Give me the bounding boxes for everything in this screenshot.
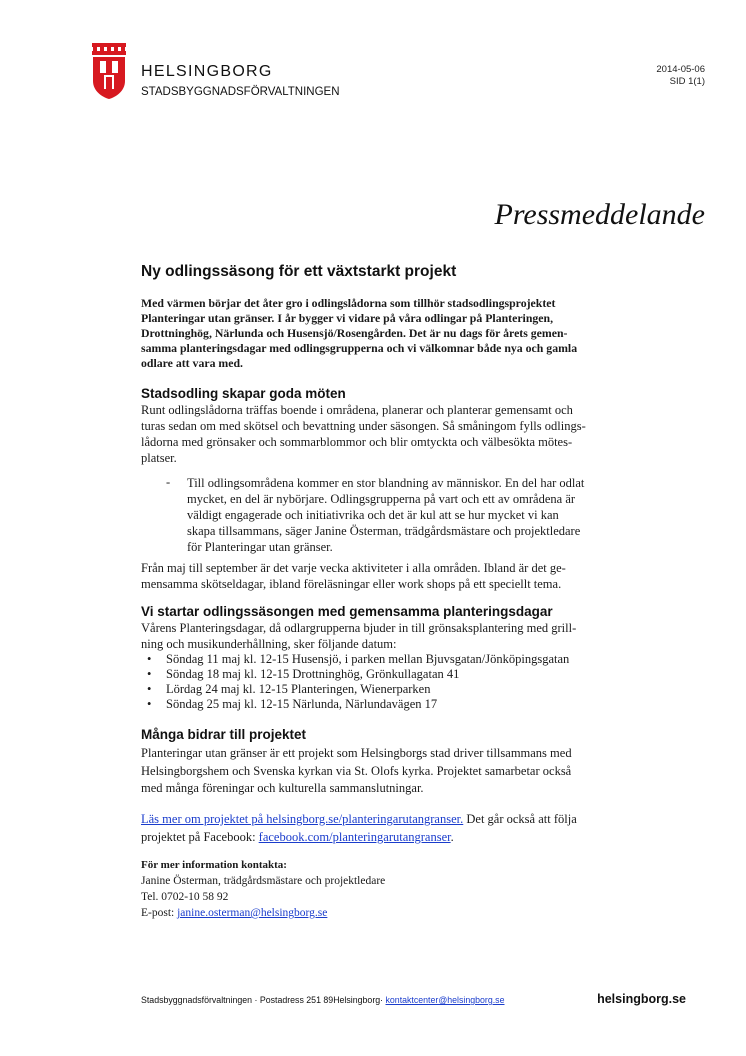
list-item: • Söndag 11 maj kl. 12-15 Husensjö, i parken mellan Bjuvsgatan/Jönköpingsgatan	[141, 652, 661, 667]
paragraph-line: Runt odlingslådorna träffas boende i områdena, planerar och planterar gemensamt och	[141, 403, 573, 417]
contact-name: Janine Österman, trädgårdsmästare och projektledare	[141, 875, 386, 887]
footer-address-text: Stadsbyggnadsförvaltningen · Postadress 251 89Helsingborg·	[141, 995, 386, 1005]
paragraph-line: Från maj till september är det varje vecka aktiviteter i alla områden. Ibland är det ge-	[141, 561, 566, 575]
paragraph-line: Planteringar utan gränser är ett projekt som Helsingborgs stad driver tillsammans med	[141, 746, 572, 760]
list-item: • Söndag 25 maj kl. 12-15 Närlunda, Närlundavägen 17	[141, 697, 661, 712]
page-title: Ny odlingssäsong för ett växtstarkt projekt	[141, 263, 457, 280]
footer-website: helsingborg.se	[597, 992, 686, 1006]
crest-icon	[92, 43, 126, 99]
list-item: • Söndag 18 maj kl. 12-15 Drottninghög, Grönkullagatan 41	[141, 667, 661, 682]
project-page-link[interactable]: Läs mer om projektet på helsingborg.se/planteringarutangranser.	[141, 812, 464, 826]
paragraph-line	[141, 810, 631, 828]
quote-line: för Planteringar utan gränser.	[187, 540, 333, 554]
quote-line: mycket, en del är nybörjare. Odlingsgrupperna på vart och ett av områdena är	[187, 492, 576, 506]
lead-line: Drottninghög, Närlunda och Husensjö/Rosengården. Det är nu dags för årets gemen-	[141, 326, 568, 340]
document-type-title: Pressmeddelande	[494, 198, 705, 231]
contact-block	[141, 857, 385, 921]
section2-paragraph	[141, 620, 631, 652]
link-trailing-text: Det går också att följa	[463, 812, 577, 826]
section1-paragraph2	[141, 560, 631, 592]
department-name: STADSBYGGNADSFÖRVALTNINGEN	[141, 86, 340, 98]
footer-address	[141, 995, 504, 1005]
page-number: SID 1(1)	[669, 76, 705, 87]
paragraph-line: ning och musikunderhållning, sker följande datum:	[141, 637, 397, 651]
lead-line: samma planteringsdagar med odlingsgrupperna och vi välkomnar både nya och gamla	[141, 341, 578, 355]
paragraph-line	[141, 828, 631, 846]
contact-email-link[interactable]: janine.osterman@helsingborg.se	[177, 907, 328, 919]
lead-line: odlare att vara med.	[141, 356, 244, 370]
paragraph-line: Vårens Planteringsdagar, då odlargrupperna bjuder in till grönsaksplantering med grill-	[141, 621, 577, 635]
quote-line: Till odlingsområdena kommer en stor blandning av människor. En del har odlat	[187, 476, 585, 490]
lead-line: Planteringar utan gränser. I år bygger vi vidare på våra odlingar på Planteringen,	[141, 311, 554, 325]
links-paragraph	[141, 810, 631, 846]
quote-line: skapa tillsammans, säger Janine Österman, trädgårdsmästare och projektledare	[187, 524, 581, 538]
document-date: 2014-05-06	[656, 64, 705, 75]
facebook-link[interactable]: facebook.com/planteringarutangranser	[258, 830, 451, 844]
paragraph-line: turas sedan om med skötsel och bevattning under säsongen. Så småningom fylls odlings-	[141, 419, 586, 433]
quote-dash: -	[166, 475, 171, 489]
list-item: • Lördag 24 maj kl. 12-15 Planteringen, Wienerparken	[141, 682, 661, 697]
paragraph-line: mensamma skötseldagar, ibland föreläsningar eller work shops på ett speciellt tema.	[141, 577, 562, 591]
lead-paragraph	[141, 296, 631, 371]
helsingborg-crest-logo	[92, 43, 126, 99]
paragraph-line: Helsingborgshem och Svenska kyrkan via St. Olofs kyrka. Projektet samarbetar också	[141, 763, 572, 778]
contact-phone: Tel. 0702-10 58 92	[141, 891, 229, 903]
paragraph-line: lådorna med grönsaker och sommarblommor och blir omtyckta och välbesökta mötes-	[141, 435, 573, 449]
link-leading-text: projektet på Facebook:	[141, 830, 259, 844]
email-label: E-post:	[141, 907, 178, 919]
footer-email-link[interactable]: kontaktcenter@helsingborg.se	[385, 995, 505, 1005]
paragraph-line: med många föreningar och kulturella sammanslutningar.	[141, 781, 424, 795]
quote-line: väldigt engagerade och initiativrika och det är kul att se hur mycket vi kan	[187, 508, 559, 522]
contact-email-line	[141, 905, 385, 921]
section-heading-planting-days: Vi startar odlingssäsongen med gemensamma planteringsdagar	[141, 604, 553, 619]
section3-paragraph	[141, 745, 631, 798]
quote-paragraph	[187, 475, 647, 555]
contact-heading: För mer information kontakta:	[141, 859, 287, 871]
org-name: HELSINGBORG	[141, 63, 273, 80]
section1-paragraph	[141, 402, 631, 466]
planting-dates-list	[141, 652, 661, 712]
section-heading-meetings: Stadsodling skapar goda möten	[141, 386, 346, 401]
paragraph-line: platser.	[141, 451, 177, 465]
lead-line: Med värmen börjar det åter gro i odlingslådorna som tillhör stadsodlingsprojektet	[141, 296, 556, 310]
link-trailing-period: .	[450, 830, 454, 844]
section-heading-contributors: Många bidrar till projektet	[141, 727, 307, 742]
